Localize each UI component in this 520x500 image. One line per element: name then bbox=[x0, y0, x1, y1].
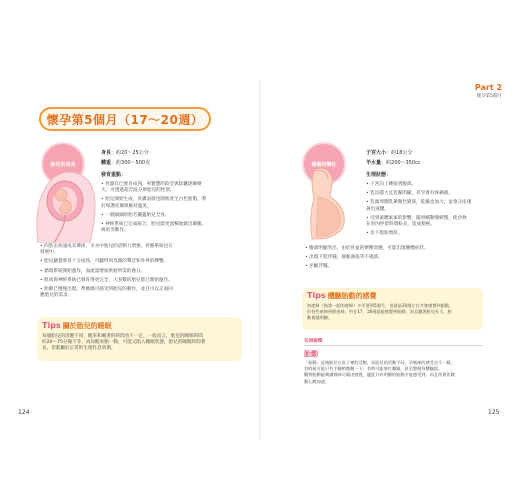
tips-title: Tips 體驗胎動的感覺 bbox=[307, 291, 377, 300]
list-item: • 出現下肢浮腫，靜脈曲張等不適感。 bbox=[305, 255, 383, 261]
list-item: • 皮下脂肪增厚。 bbox=[366, 231, 403, 237]
fetus-illustration bbox=[30, 163, 100, 245]
development-list bbox=[101, 182, 206, 234]
list-item: • 胎兒聽覺發育十分成熟，可聽得到母親的聲音和外界的聲響。 bbox=[40, 259, 169, 265]
list-item: • 肌肉與神經系統已發育得更完全，大多數的胎兒都已開始運作。 bbox=[40, 277, 173, 283]
list-item: • 牙齦浮腫。 bbox=[305, 264, 333, 270]
list-item: 大，可透過超音波分辨胎兒的性別。 bbox=[101, 188, 175, 194]
part-label: Part 2 bbox=[474, 83, 502, 92]
physiology-list-continued bbox=[305, 246, 429, 271]
tips-body: 每個胎兒的清醒不同，醒來和睡著的時間也不一定，一般而言，胎兒的睡眠時間 約20～75分鐘不等，而每醒來動一動，可能又陷入睡眠狀態，胎兒的睡眠時間著 長，但都屬於正常的生理作息周期。 bbox=[42, 334, 206, 352]
list-item: • 循環系統開始運作，血流量增加供給所需的養分。 bbox=[40, 268, 146, 274]
book-gutter bbox=[259, 80, 261, 440]
list-item: 於保護皮膚與維持溫度。 bbox=[101, 203, 152, 209]
list-item: • 一層細細的胎毛覆蓋胎兒全身。 bbox=[101, 212, 170, 218]
uterus-size: 子宮大小：約18公分 bbox=[366, 150, 413, 156]
badge-label: 胎兒的成長 bbox=[50, 161, 76, 168]
list-item: • 性器官已發育成熟，男寶寶的陰莖與陰囊逐漸變 bbox=[101, 182, 202, 187]
fetus-weight: 體重：約300～500克 bbox=[101, 160, 151, 166]
term-explanation-heading: 名詞解釋 bbox=[304, 339, 323, 344]
list-item: • 四肢去快速成長鞏固，羊水中胎兒的活動力增強，骨骼系統也在 bbox=[40, 244, 173, 249]
list-item: 在胃內停留時間較長，造成便秘。 bbox=[366, 222, 435, 228]
list-item: • 胎兒開始生成，皮膚表層也開始產生白色胎脂，利 bbox=[101, 197, 207, 203]
fetus-length: 身長：約20～25公分 bbox=[101, 150, 149, 156]
tips-body: 初產婦（指第一胎的產婦）多半要到5個月，也就是20週左右才會感覺到胎動， 但有些產婦到經產婦，約在17、18週就能感覺到胎動，而且隨著胎兒長大，胎 動會越明顯。 bbox=[307, 303, 454, 321]
amniotic-fluid: 羊水量：約200～350cc bbox=[366, 160, 421, 166]
badge-label: 媽媽的變化 bbox=[311, 161, 337, 168]
tips-title: Tips 關於胎兒的睡眠 bbox=[42, 321, 112, 330]
chapter-title: 懷孕第5個月（17～20週） bbox=[39, 107, 211, 131]
physiology-heading: 生理狀態： bbox=[366, 172, 392, 178]
tips-box-fetal-movement bbox=[302, 288, 483, 330]
development-heading: 發育重點： bbox=[101, 172, 127, 178]
part-subtitle: 懷孕第5個月 bbox=[476, 94, 502, 99]
term-body: 「胎動」是指胎兒在肚子裡的活動，而胎兒的活動不同，孕媽咪的感受也不一樣， 有時候可能只有手腳稍微動一下，有時可能拳打腳踢，甚至整個身體翻滾。 觀察胎動能夠讓媽咪可藉由感覺，適度只有明顯的胎動才能感受到，而且常會伴隨 動心跳加速。 bbox=[304, 360, 455, 384]
divider bbox=[304, 345, 482, 346]
tips-box-sleep bbox=[37, 317, 242, 361]
list-item: • 神經系統已完成統合，胎兒能更流暢地做出踢腿、 bbox=[101, 222, 207, 228]
list-item: 發展中。 bbox=[40, 250, 59, 256]
list-item: • 乳頭周圍乳暈顏色變深，乾燥也加大，並會分泌淺 bbox=[366, 200, 472, 206]
term-title: 胎動 bbox=[304, 350, 318, 358]
list-item: 應胎兒的需求。 bbox=[40, 293, 73, 299]
list-item: 黃色液體。 bbox=[366, 206, 389, 212]
page-number-left: 124 bbox=[18, 409, 30, 416]
physiology-list bbox=[366, 182, 471, 237]
list-item: • 受到黃體素素的影響，腸胃蠕動變緩慢，使食物 bbox=[366, 215, 467, 221]
list-item: • 腹部明顯突出，由於骨盆的擠壓效應，可能出現腰酸症狀。 bbox=[305, 246, 429, 251]
pregnant-woman-illustration bbox=[300, 167, 356, 241]
list-item: 吸吮等動作。 bbox=[101, 228, 129, 234]
page-number-right: 125 bbox=[488, 409, 500, 416]
list-item: • 乳房越大且乳腺明顯，甚至會有疼痛感。 bbox=[366, 191, 453, 197]
list-item: • 胎動已慢慢出現，準媽媽可感受到胎兒的動作，並且可以正面回 bbox=[40, 287, 173, 293]
development-list-continued bbox=[40, 244, 173, 299]
list-item: • 子宮向上擴張到腹部。 bbox=[366, 182, 417, 187]
